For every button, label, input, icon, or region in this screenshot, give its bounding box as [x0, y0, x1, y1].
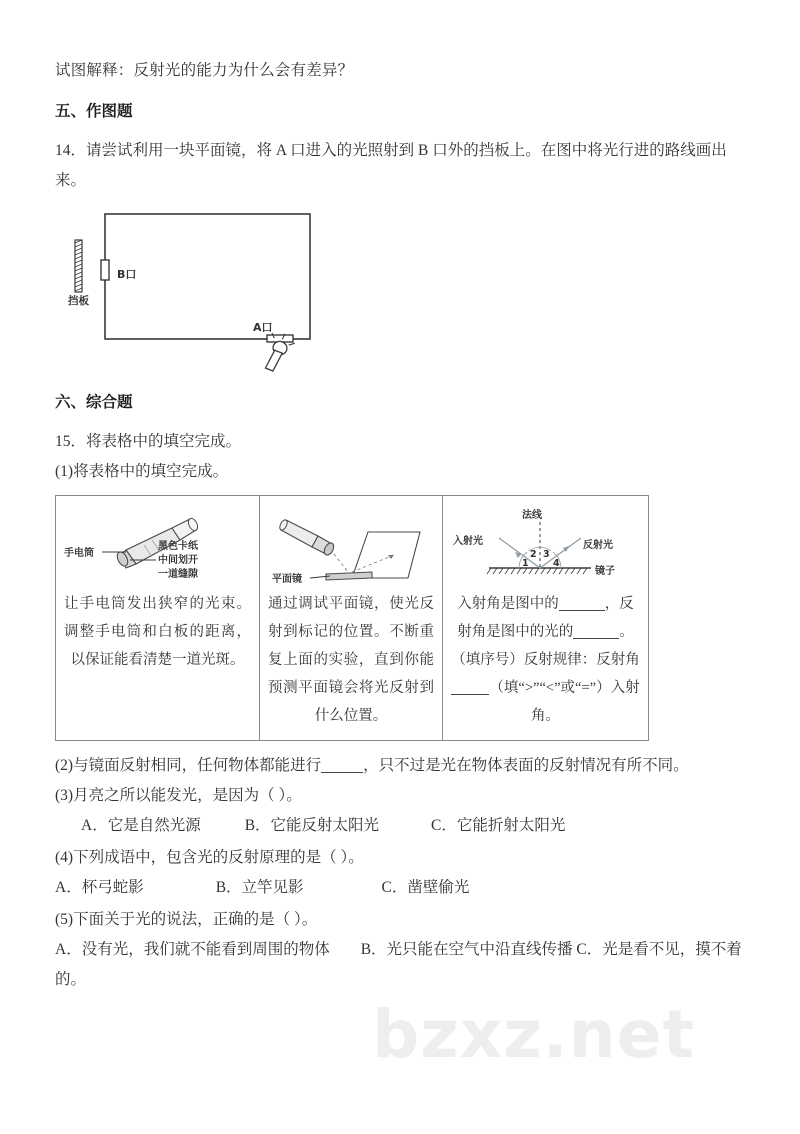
question-14 — [55, 136, 755, 196]
diffuse-reflection-blank[interactable] — [321, 772, 363, 773]
mirror-label: 镜子 — [595, 566, 615, 577]
question-15-sub5 — [55, 905, 755, 935]
sub4-label: (4) — [55, 849, 74, 866]
cell-3-text — [451, 590, 640, 730]
question-15-sub1 — [55, 457, 755, 487]
cell-1-text: 让手电筒发出狭窄的光束。调整手电筒和白板的距离，以保证能看清楚一道光斑。 — [64, 596, 251, 668]
sub4-text: 下列成语中，包含光的反射原理的是（ ）。 — [73, 849, 364, 866]
sub3-option-a[interactable]: A．它是自然光源 — [81, 817, 201, 834]
angle-4-label: 4 — [553, 558, 560, 569]
flashlight-icon — [278, 519, 335, 557]
cell-3-part1: 入射角是图中的 — [457, 596, 559, 612]
sub4-option-b[interactable]: B．立竿见影 — [215, 879, 304, 896]
opening-b-label: B口 — [117, 268, 137, 281]
incident-ray-label: 入射光 — [453, 536, 483, 547]
question-15-stem: 将表格中的填空完成。 — [86, 433, 242, 450]
cell-3-part2: ，反射角是图中的光的 — [457, 596, 634, 640]
sub3-text: 月亮之所以能发光，是因为（ ）。 — [73, 787, 302, 804]
table-row — [56, 496, 649, 741]
sub5-options[interactable]: A．没有光，我们就不能看到周围的物体 B．光只能在空气中沿直线传播 C．光是看不见，摸不着的。 — [55, 941, 742, 988]
section-heading-5: 五、作图题 — [55, 103, 133, 120]
table-cell-angles — [443, 496, 649, 741]
sub1-text: 将表格中的填空完成。 — [73, 463, 229, 480]
angle-2-label: 2 — [530, 549, 537, 560]
card-label-line3: 一道缝隙 — [158, 569, 198, 580]
sub4-option-a[interactable]: A．杯弓蛇影 — [55, 879, 144, 896]
opening-b-slot — [101, 260, 109, 280]
flashlight-label: 手电筒 — [64, 548, 94, 559]
plane-mirror-shape — [326, 572, 372, 580]
normal-label: 法线 — [522, 510, 542, 521]
question-14-number: 14． — [55, 142, 87, 159]
flashlight-figure — [64, 502, 251, 588]
cell-3-part3: 。（填序号）反射规律：反射角 — [451, 624, 640, 668]
question-14-figure — [55, 202, 755, 377]
reflected-ray-label: 反射光 — [583, 540, 613, 551]
experiment-table — [55, 495, 649, 741]
explain-line: 试图解释：反射光的能力为什么会有差异？ — [55, 62, 354, 79]
sub2-text-before: 与镜面反射相同，任何物体都能进行 — [73, 757, 322, 774]
watermark: bzxz.net — [372, 996, 696, 1073]
card-label-line1: 黑色卡纸 — [158, 541, 198, 552]
opening-a-label: A口 — [253, 321, 273, 334]
cell-3-part4: （填“>”“<”或“=”）入射角。 — [489, 680, 640, 724]
sub2-label: (2) — [55, 757, 74, 774]
cell-2-text: 通过调试平面镜，使光反射到标记的位置。不断重复上面的实验，直到你能预测平面镜会将光反射到什么位置。 — [268, 596, 434, 724]
sub3-label: (3) — [55, 787, 74, 804]
sub2-text-after: ，只不过是光在物体表面的反射情况有所不同。 — [363, 757, 689, 774]
sub4-options — [55, 873, 755, 903]
comparison-blank[interactable] — [451, 694, 489, 695]
reflected-angle-blank[interactable] — [573, 638, 619, 639]
sub3-options — [55, 811, 755, 841]
sub1-label: (1) — [55, 463, 74, 480]
reflection-angle-figure — [451, 502, 640, 588]
table-cell-mirror — [260, 496, 443, 741]
plane-mirror-label: 平面镜 — [272, 574, 302, 585]
question-15-number: 15． — [55, 433, 87, 450]
question-15-sub3 — [55, 781, 755, 811]
section-heading-6: 六、综合题 — [55, 394, 133, 411]
baffle-label: 挡板 — [68, 295, 89, 307]
question-14-text: 请尝试利用一块平面镜，将 A 口进入的光照射到 B 口外的挡板上。在图中将光行进的路线画出来。 — [55, 142, 727, 189]
baffle-icon — [75, 240, 82, 292]
angle-3-label: 3 — [543, 549, 550, 560]
table-cell-flashlight — [56, 496, 260, 741]
question-15-sub2 — [55, 751, 755, 781]
whiteboard-shape — [352, 532, 420, 578]
mirror-figure — [268, 502, 434, 588]
page-content — [55, 56, 755, 995]
angle-1-label: 1 — [522, 558, 529, 569]
sub5-text: 下面关于光的说法，正确的是（ ）。 — [73, 911, 318, 928]
mirror-hatching — [487, 568, 587, 574]
question-15 — [55, 427, 755, 457]
sub3-option-b[interactable]: B．它能反射太阳光 — [244, 817, 380, 834]
incident-angle-blank[interactable] — [559, 610, 605, 611]
sub5-label: (5) — [55, 911, 74, 928]
question-15-sub4 — [55, 843, 755, 873]
card-label-line2: 中间划开 — [158, 555, 198, 566]
incident-ray — [334, 554, 348, 572]
sub3-option-c[interactable]: C．它能折射太阳光 — [431, 817, 566, 834]
sub4-option-c[interactable]: C．凿壁偷光 — [381, 879, 470, 896]
